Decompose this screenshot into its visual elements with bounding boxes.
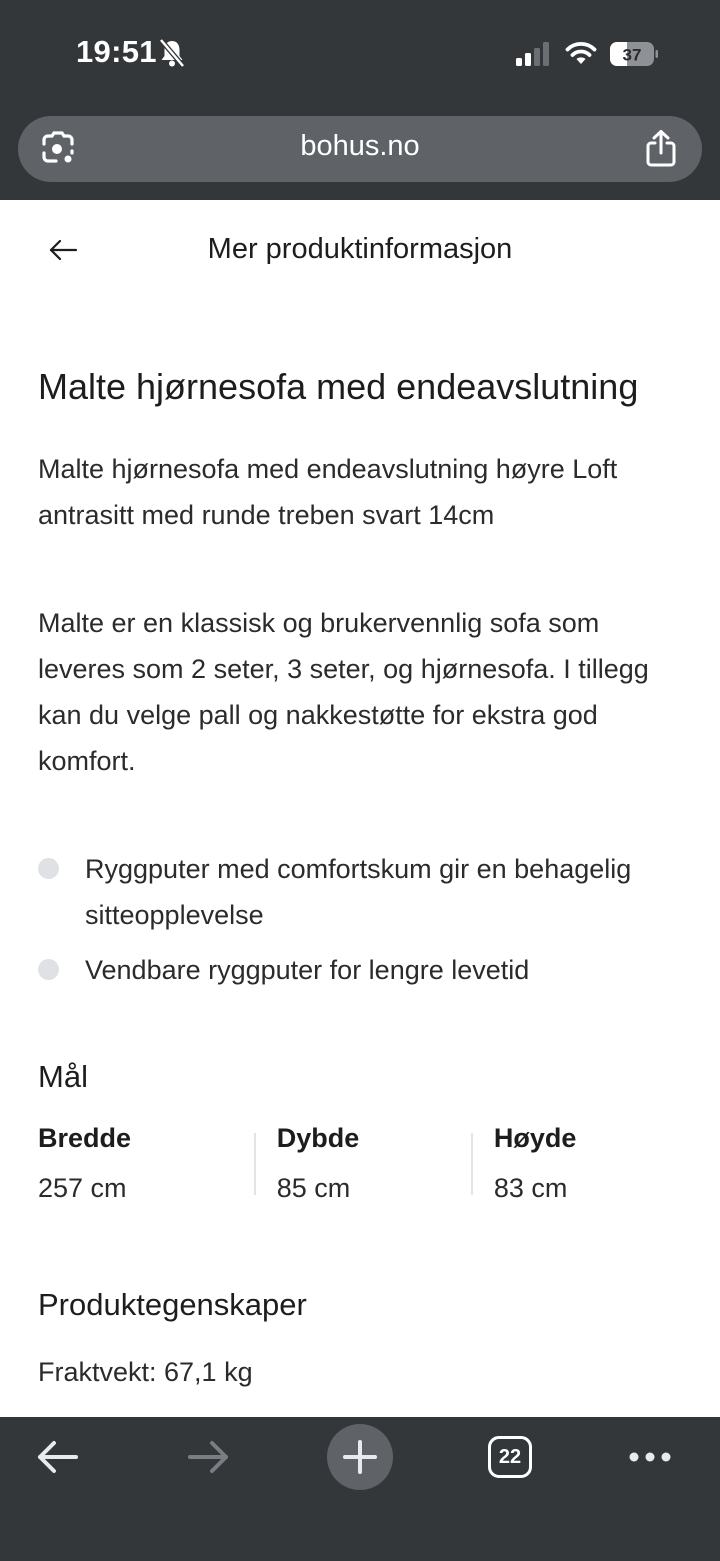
new-tab-button[interactable] <box>327 1424 393 1490</box>
feature-item <box>38 846 688 938</box>
feature-item <box>38 947 688 993</box>
share-icon[interactable] <box>644 129 678 167</box>
properties-title: Produktegenskaper <box>38 1287 307 1322</box>
product-description: Malte er en klassisk og brukervennlig sofa som leveres som 2 seter, 3 seter, og hjørnesofa. I tillegg kan du velge pall og nakkestøtte for ekstra god komfort. <box>38 608 649 776</box>
browser-bottom-toolbar <box>0 1417 720 1561</box>
product-subtitle: Malte hjørnesofa med endeavslutning høyre Loft antrasitt med runde treben svart 14cm <box>38 454 618 530</box>
bullet-icon <box>38 959 59 980</box>
bell-slash-icon <box>158 38 186 68</box>
web-page <box>0 200 720 1417</box>
page-title: Mer produktinformasjon <box>207 233 513 265</box>
address-bar[interactable] <box>18 116 702 182</box>
dimension-label: Bredde <box>38 1123 132 1153</box>
dimensions-table <box>38 1123 688 1203</box>
browser-back-button[interactable] <box>30 1425 86 1489</box>
dimension-width <box>38 1123 254 1203</box>
feature-text: Vendbare ryggputer for lengre levetid <box>85 955 530 985</box>
dimension-value: 83 cm <box>493 1173 568 1203</box>
dimension-value: 257 cm <box>38 1173 127 1203</box>
arrow-right-icon <box>186 1439 230 1475</box>
bullet-icon <box>38 858 59 879</box>
more-horizontal-icon <box>628 1451 672 1463</box>
browser-top-chrome <box>0 0 720 200</box>
tab-switcher-button[interactable] <box>482 1425 538 1489</box>
cellular-signal-icon <box>516 42 552 66</box>
dimension-label: Høyde <box>493 1123 577 1153</box>
tab-count: 22 <box>488 1436 532 1478</box>
plus-icon <box>342 1439 378 1475</box>
status-bar <box>0 0 720 100</box>
wifi-icon <box>565 40 597 66</box>
svg-text:37: 37 <box>622 45 642 65</box>
feature-text: Ryggputer med comfortskum gir en behagelig sitteopplevelse <box>85 854 632 930</box>
dimension-height <box>471 1123 688 1203</box>
battery-icon <box>610 41 658 67</box>
more-menu-button[interactable] <box>622 1425 678 1489</box>
status-time: 19:51 <box>76 34 157 69</box>
dimensions-title: Mål <box>38 1059 88 1094</box>
property-line: Fraktvekt: 67,1 kg <box>38 1357 253 1387</box>
page-header <box>0 200 720 300</box>
product-title: Malte hjørnesofa med endeavslutning <box>38 366 639 407</box>
dimension-label: Dybde <box>276 1123 360 1153</box>
url-text[interactable]: bohus.no <box>300 130 420 162</box>
dimension-value: 85 cm <box>276 1173 351 1203</box>
product-info <box>38 358 688 1388</box>
feature-list <box>38 846 688 993</box>
arrow-left-icon <box>36 1439 80 1475</box>
browser-forward-button[interactable] <box>180 1425 236 1489</box>
dimension-depth <box>254 1123 471 1203</box>
